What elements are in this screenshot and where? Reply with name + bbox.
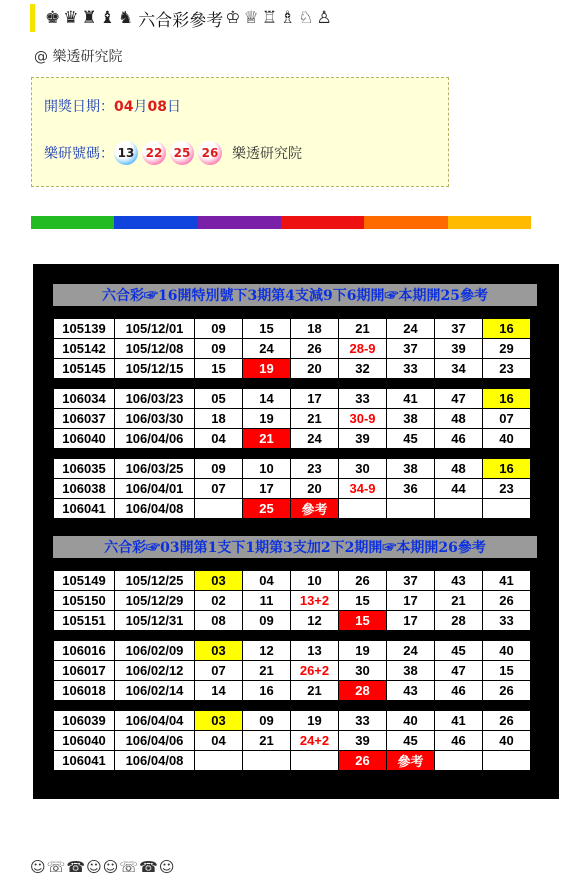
table-row — [54, 499, 531, 519]
draw-number-cell: 105139 — [54, 319, 115, 339]
ball-number-cell: 21 — [339, 319, 387, 339]
ball-number-cell: 03 — [195, 571, 243, 591]
ball-number-cell: 24+2 — [291, 731, 339, 751]
table-row — [54, 359, 531, 379]
ball-number-cell: 05 — [195, 389, 243, 409]
table-row — [54, 409, 531, 429]
ball-number-cell: 21 — [243, 429, 291, 449]
ball-number-cell: 43 — [435, 571, 483, 591]
ball-number-cell: 46 — [435, 731, 483, 751]
chess-rook-icon: ♜ — [81, 7, 97, 28]
draw-date-cell: 105/12/31 — [115, 611, 195, 631]
results-table — [53, 458, 531, 519]
author-line: @ 樂透研究院 — [34, 49, 123, 65]
ball-number-cell: 07 — [195, 661, 243, 681]
ball-number-cell: 47 — [435, 661, 483, 681]
chess-bishop-outline-icon: ♗ — [280, 7, 296, 28]
ball-number-cell — [483, 751, 531, 771]
ball-number-cell: 23 — [291, 459, 339, 479]
draw-date-cell: 106/03/25 — [115, 459, 195, 479]
ball-number-cell: 17 — [387, 591, 435, 611]
ball-number-cell: 38 — [387, 409, 435, 429]
ball-number-cell: 23 — [483, 359, 531, 379]
ball-number-cell: 21 — [291, 409, 339, 429]
pick-numbers-label: 樂研號碼： — [44, 146, 114, 162]
chess-queen-icon: ♛ — [63, 7, 79, 28]
ball-number-cell — [339, 499, 387, 519]
ball-number-cell: 48 — [435, 409, 483, 429]
draw-number-cell: 106034 — [54, 389, 115, 409]
ball-number-cell: 21 — [435, 591, 483, 611]
ball-number-cell: 41 — [387, 389, 435, 409]
draw-date-cell: 106/04/06 — [115, 731, 195, 751]
section-header: 六合彩☞16開特別號下3期第4支減9下6期開☞本期開25參考 — [53, 284, 537, 306]
ball-number-cell: 17 — [387, 611, 435, 631]
ball-number-cell: 33 — [387, 359, 435, 379]
ball-number-cell: 13+2 — [291, 591, 339, 611]
draw-date-cell: 106/04/08 — [115, 499, 195, 519]
ball-number-cell: 30-9 — [339, 409, 387, 429]
ball-number-cell: 03 — [195, 641, 243, 661]
ball-number-cell — [435, 751, 483, 771]
ball-number-cell: 17 — [291, 389, 339, 409]
footer-emoticons — [30, 858, 175, 876]
ball-number-cell: 33 — [483, 611, 531, 631]
ball-number-cell: 26 — [483, 591, 531, 611]
ball-number-cell: 14 — [243, 389, 291, 409]
ball-number-cell: 19 — [243, 359, 291, 379]
color-segment — [114, 216, 197, 229]
draw-number-cell: 106017 — [54, 661, 115, 681]
ball-number-cell: 16 — [483, 459, 531, 479]
ball-number-cell: 26+2 — [291, 661, 339, 681]
table-row — [54, 611, 531, 631]
color-segment — [281, 216, 364, 229]
emoticon-icon: ☺ — [30, 858, 46, 876]
emoticon-icon: ☎ — [139, 858, 158, 876]
ball-number-cell: 39 — [339, 731, 387, 751]
emoticon-icon: ☺ — [86, 858, 102, 876]
ball-number-cell: 44 — [435, 479, 483, 499]
ball-number-cell: 16 — [483, 319, 531, 339]
ball-number-cell: 28 — [339, 681, 387, 701]
ball-number-cell — [243, 751, 291, 771]
page-header — [30, 4, 550, 32]
ball-number-cell — [435, 499, 483, 519]
table-row — [54, 711, 531, 731]
ball-number-cell: 46 — [435, 681, 483, 701]
chess-knight-icon: ♞ — [118, 7, 134, 28]
ball-number-cell: 39 — [435, 339, 483, 359]
ball-number-cell: 36 — [387, 479, 435, 499]
ball-number-cell: 09 — [195, 339, 243, 359]
ball-number-cell: 17 — [243, 479, 291, 499]
chess-bishop-icon: ♝ — [99, 7, 115, 28]
draw-date-label: 開獎日期： — [44, 99, 114, 115]
table-row — [54, 661, 531, 681]
ball-number-cell: 04 — [243, 571, 291, 591]
table-row — [54, 591, 531, 611]
ball-number-cell: 38 — [387, 459, 435, 479]
draw-number-cell: 105145 — [54, 359, 115, 379]
draw-date-cell: 106/02/09 — [115, 641, 195, 661]
ball-number-cell: 15 — [339, 611, 387, 631]
ball-number-cell: 26 — [483, 681, 531, 701]
ball-number-cell: 43 — [387, 681, 435, 701]
table-row — [54, 319, 531, 339]
results-table — [53, 388, 531, 449]
ball-number-cell: 20 — [291, 479, 339, 499]
ball-number-cell: 18 — [195, 409, 243, 429]
draw-date-cell: 106/04/08 — [115, 751, 195, 771]
ball-number-cell: 45 — [435, 641, 483, 661]
ball-number-cell: 24 — [243, 339, 291, 359]
draw-info-box — [31, 77, 449, 187]
ball-number-cell: 37 — [387, 571, 435, 591]
table-row — [54, 459, 531, 479]
ball-number-cell: 15 — [339, 591, 387, 611]
ball-number-cell: 19 — [339, 641, 387, 661]
draw-number-cell: 106018 — [54, 681, 115, 701]
results-table — [53, 640, 531, 701]
chess-rook-outline-icon: ♖ — [261, 7, 277, 28]
draw-number-cell: 105149 — [54, 571, 115, 591]
ball-number-cell: 參考 — [291, 499, 339, 519]
draw-date-cell: 106/03/23 — [115, 389, 195, 409]
ball-number-cell: 02 — [195, 591, 243, 611]
color-divider — [31, 216, 531, 229]
page-title: 六合彩參考 — [138, 10, 224, 31]
ball-number-cell: 40 — [483, 731, 531, 751]
ball-number-cell — [195, 499, 243, 519]
ball-number-cell: 09 — [243, 711, 291, 731]
draw-date-cell: 105/12/29 — [115, 591, 195, 611]
draw-date-cell: 105/12/25 — [115, 571, 195, 591]
ball-number-cell: 15 — [243, 319, 291, 339]
ball-number-cell: 18 — [291, 319, 339, 339]
emoticon-icon: ☺ — [158, 858, 175, 876]
site-name: 樂透研究院 — [232, 146, 302, 162]
draw-date-cell: 106/04/04 — [115, 711, 195, 731]
ball-number-cell: 37 — [387, 339, 435, 359]
ball-number-cell: 09 — [195, 319, 243, 339]
ball-number-cell — [483, 499, 531, 519]
ball-number-cell: 41 — [483, 571, 531, 591]
ball-number-cell: 04 — [195, 731, 243, 751]
chess-king-icon: ♚ — [45, 7, 61, 28]
draw-number-cell: 105150 — [54, 591, 115, 611]
draw-date-cell: 106/04/06 — [115, 429, 195, 449]
ball-number-cell: 12 — [291, 611, 339, 631]
ball-number-cell — [291, 751, 339, 771]
chess-queen-outline-icon: ♕ — [243, 7, 259, 28]
color-segment — [31, 216, 114, 229]
ball-number-cell: 23 — [483, 479, 531, 499]
results-table — [53, 710, 531, 771]
ball-number-cell: 47 — [435, 389, 483, 409]
draw-number-cell: 105151 — [54, 611, 115, 631]
emoticon-icon: ☏ — [46, 858, 66, 876]
table-row — [54, 429, 531, 449]
ball-number-cell: 29 — [483, 339, 531, 359]
draw-date-cell: 105/12/01 — [115, 319, 195, 339]
emoticon-icon: ☎ — [66, 858, 86, 876]
number-ball: 13 — [114, 141, 138, 165]
ball-number-cell: 34 — [435, 359, 483, 379]
draw-month: 04 — [114, 99, 134, 115]
ball-number-cell — [387, 499, 435, 519]
day-unit: 日 — [166, 99, 181, 115]
ball-number-cell: 40 — [483, 641, 531, 661]
draw-number-cell: 106035 — [54, 459, 115, 479]
draw-date-row — [44, 96, 181, 116]
draw-number-cell: 106040 — [54, 731, 115, 751]
ball-number-cell: 10 — [291, 571, 339, 591]
draw-date-cell: 106/04/01 — [115, 479, 195, 499]
draw-number-cell: 106016 — [54, 641, 115, 661]
draw-number-cell: 106037 — [54, 409, 115, 429]
table-row — [54, 731, 531, 751]
results-table — [53, 570, 531, 631]
draw-date-cell: 106/03/30 — [115, 409, 195, 429]
ball-number-cell: 28-9 — [339, 339, 387, 359]
draw-date-cell: 106/02/12 — [115, 661, 195, 681]
draw-date-cell: 105/12/08 — [115, 339, 195, 359]
draw-number-cell: 105142 — [54, 339, 115, 359]
draw-date-cell: 105/12/15 — [115, 359, 195, 379]
draw-date-cell: 106/02/14 — [115, 681, 195, 701]
color-segment — [198, 216, 281, 229]
ball-number-cell: 14 — [195, 681, 243, 701]
ball-number-cell: 19 — [291, 711, 339, 731]
ball-number-cell: 20 — [291, 359, 339, 379]
ball-number-cell: 24 — [387, 641, 435, 661]
ball-number-cell: 09 — [195, 459, 243, 479]
draw-number-cell: 106039 — [54, 711, 115, 731]
table-row — [54, 641, 531, 661]
emoticon-icon: ☺ — [102, 858, 119, 876]
number-ball: 26 — [198, 141, 222, 165]
ball-number-cell: 04 — [195, 429, 243, 449]
ball-number-cell: 15 — [483, 661, 531, 681]
ball-number-cell: 26 — [339, 751, 387, 771]
ball-number-cell: 07 — [195, 479, 243, 499]
ball-number-cell: 39 — [339, 429, 387, 449]
ball-number-cell: 46 — [435, 429, 483, 449]
ball-number-cell: 25 — [243, 499, 291, 519]
table-row — [54, 479, 531, 499]
ball-number-cell: 24 — [291, 429, 339, 449]
emoticon-icon: ☏ — [119, 858, 139, 876]
ball-number-cell: 21 — [243, 661, 291, 681]
ball-number-cell: 21 — [291, 681, 339, 701]
table-row — [54, 751, 531, 771]
ball-number-cell: 26 — [483, 711, 531, 731]
results-board — [33, 264, 559, 799]
ball-number-cell: 45 — [387, 429, 435, 449]
draw-number-cell: 106038 — [54, 479, 115, 499]
ball-number-cell: 07 — [483, 409, 531, 429]
ball-number-cell: 38 — [387, 661, 435, 681]
chess-pawn-outline-icon: ♙ — [316, 7, 332, 28]
ball-number-cell: 34-9 — [339, 479, 387, 499]
ball-number-cell: 08 — [195, 611, 243, 631]
ball-number-cell: 26 — [291, 339, 339, 359]
ball-number-cell: 16 — [483, 389, 531, 409]
results-table — [53, 318, 531, 379]
ball-number-cell: 24 — [387, 319, 435, 339]
chess-king-outline-icon: ♔ — [225, 7, 241, 28]
ball-number-cell: 30 — [339, 459, 387, 479]
color-segment — [364, 216, 447, 229]
table-row — [54, 681, 531, 701]
pick-numbers-row — [44, 138, 302, 168]
ball-number-cell: 48 — [435, 459, 483, 479]
draw-number-cell: 106040 — [54, 429, 115, 449]
ball-number-cell: 40 — [387, 711, 435, 731]
ball-number-cell: 16 — [243, 681, 291, 701]
table-row — [54, 339, 531, 359]
ball-number-cell: 15 — [195, 359, 243, 379]
ball-number-cell: 03 — [195, 711, 243, 731]
ball-number-cell: 37 — [435, 319, 483, 339]
table-row — [54, 389, 531, 409]
draw-number-cell: 106041 — [54, 751, 115, 771]
ball-number-cell: 10 — [243, 459, 291, 479]
ball-number-cell: 41 — [435, 711, 483, 731]
ball-number-cell: 11 — [243, 591, 291, 611]
ball-number-cell: 13 — [291, 641, 339, 661]
ball-number-cell: 45 — [387, 731, 435, 751]
draw-day: 08 — [147, 99, 167, 115]
month-unit: 月 — [133, 99, 148, 115]
ball-number-cell: 26 — [339, 571, 387, 591]
number-ball: 25 — [170, 141, 194, 165]
ball-number-cell — [195, 751, 243, 771]
ball-number-cell: 09 — [243, 611, 291, 631]
table-row — [54, 571, 531, 591]
ball-number-cell: 21 — [243, 731, 291, 751]
ball-number-cell: 30 — [339, 661, 387, 681]
chess-knight-outline-icon: ♘ — [298, 7, 314, 28]
ball-number-cell: 33 — [339, 711, 387, 731]
ball-number-cell: 28 — [435, 611, 483, 631]
header-accent-bar — [30, 4, 35, 32]
ball-number-cell: 參考 — [387, 751, 435, 771]
number-ball: 22 — [142, 141, 166, 165]
ball-number-cell: 32 — [339, 359, 387, 379]
ball-number-cell: 40 — [483, 429, 531, 449]
ball-number-cell: 12 — [243, 641, 291, 661]
section-header: 六合彩☞03開第1支下1期第3支加2下2期開☞本期開26參考 — [53, 536, 537, 558]
color-segment — [448, 216, 531, 229]
ball-number-cell: 19 — [243, 409, 291, 429]
draw-number-cell: 106041 — [54, 499, 115, 519]
ball-number-cell: 33 — [339, 389, 387, 409]
